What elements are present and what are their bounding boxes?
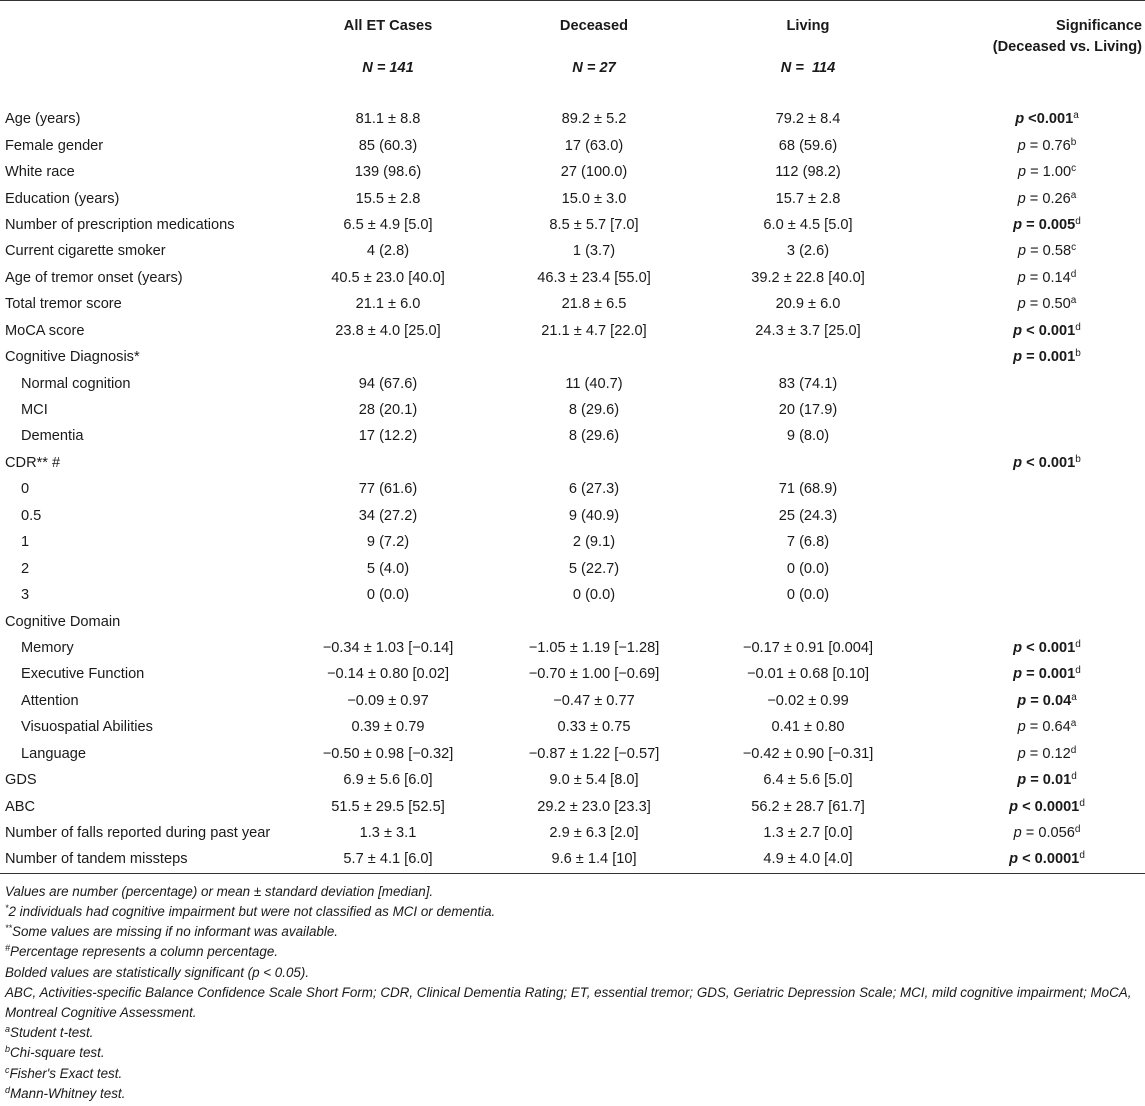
row-label: Language: [21, 745, 86, 762]
table-row: [0, 741, 1145, 767]
row-label: White race: [5, 164, 75, 181]
cell-living: 112 (98.2): [775, 164, 841, 181]
cell-living: 1.3 ± 2.7 [0.0]: [763, 825, 853, 842]
cell-significance: [919, 503, 1145, 529]
header-deceased: Deceased: [559, 18, 629, 34]
test-superscript: a: [1070, 718, 1077, 730]
n-all-label: N = 141: [362, 60, 414, 76]
footnote-marker: b: [5, 1044, 11, 1055]
footnote: [5, 963, 1145, 983]
footnote: [5, 902, 1145, 922]
footnote: [5, 922, 1145, 942]
test-superscript: d: [1070, 268, 1077, 280]
p-value: p = 0.056: [1013, 825, 1075, 842]
cell-deceased: −1.05 ± 1.19 [−1.28]: [528, 639, 660, 656]
footnote-text: Percentage represents a column percentage.: [10, 944, 278, 960]
row-label: ABC: [5, 798, 36, 815]
cell-deceased: 0.33 ± 0.75: [557, 719, 631, 736]
footnote-text: Some values are missing if no informant was available.: [12, 924, 339, 940]
footnote-text: 2 individuals had cognitive impairment but were not classified as MCI or dementia.: [8, 903, 496, 919]
cell-all-et-cases: 51.5 ± 29.5 [52.5]: [331, 798, 445, 815]
p-value: p = 0.26: [1017, 190, 1071, 207]
cell-deceased: 27 (100.0): [560, 164, 628, 181]
cell-deceased: 11 (40.7): [565, 375, 623, 392]
cell-all-et-cases: 139 (98.6): [354, 164, 422, 181]
header-significance-line1: Significance: [1056, 18, 1142, 34]
table-row: [0, 397, 1145, 423]
cell-all-et-cases: 85 (60.3): [358, 137, 418, 154]
cell-all-et-cases: 6.9 ± 5.6 [6.0]: [343, 772, 433, 789]
cell-significance: [919, 318, 1145, 344]
cell-all-et-cases: 94 (67.6): [358, 375, 418, 392]
cell-significance: [919, 185, 1145, 211]
header-n-empty: [0, 58, 285, 102]
p-value: p < 0.001: [1013, 322, 1076, 339]
header-n-all: [285, 58, 491, 102]
row-label: Current cigarette smoker: [5, 243, 166, 260]
cell-significance: [919, 423, 1145, 449]
row-label: Number of prescription medications: [5, 216, 235, 233]
header-n-living: [697, 58, 919, 102]
test-superscript: a: [1071, 691, 1077, 703]
footnote-marker: #: [5, 943, 11, 954]
footnote-text: Student t-test.: [10, 1025, 94, 1041]
table-row: [0, 476, 1145, 502]
cell-living: [697, 344, 919, 370]
footnote: [5, 882, 1145, 902]
row-label: 3: [21, 587, 30, 604]
cell-significance: [919, 529, 1145, 555]
footnote: [5, 1023, 1145, 1043]
table-row: [0, 555, 1145, 581]
row-label: Cognitive Domain: [5, 613, 121, 630]
table-header: [0, 1, 1145, 102]
cell-all-et-cases: 17 (12.2): [358, 428, 418, 445]
cell-significance: [919, 265, 1145, 291]
cell-deceased: 8 (29.6): [568, 428, 620, 445]
cell-living: 24.3 ± 3.7 [25.0]: [755, 322, 861, 339]
n-deceased-label: N = 27: [572, 60, 616, 76]
cell-living: 20.9 ± 6.0: [775, 296, 841, 313]
cell-deceased: 2.9 ± 6.3 [2.0]: [549, 825, 639, 842]
p-value: p = 0.001: [1013, 349, 1076, 366]
bottom-rule: [0, 873, 1145, 874]
cell-living: [697, 608, 919, 634]
p-value: p = 0.005: [1013, 216, 1076, 233]
cell-all-et-cases: [285, 344, 491, 370]
row-label: 0.5: [21, 507, 42, 524]
table-row: [0, 159, 1145, 185]
table-row: [0, 212, 1145, 238]
cell-significance: [919, 793, 1145, 819]
row-label: MCI: [21, 402, 48, 419]
cell-all-et-cases: 15.5 ± 2.8: [355, 190, 421, 207]
cell-significance: [919, 132, 1145, 158]
footnote: [5, 983, 1145, 1023]
header-significance-line2: (Deceased vs. Living): [992, 39, 1142, 55]
footnote: [5, 1043, 1145, 1063]
p-value: p = 0.14: [1017, 269, 1071, 286]
cell-deceased: [491, 608, 697, 634]
header-empty: [0, 1, 285, 58]
cell-deceased: 9.6 ± 1.4 [10]: [551, 851, 637, 868]
cell-living: −0.42 ± 0.90 [−0.31]: [742, 745, 874, 762]
test-superscript: c: [1071, 242, 1077, 254]
table-row: [0, 291, 1145, 317]
cell-deceased: 29.2 ± 23.0 [23.3]: [537, 798, 651, 815]
cell-significance: [919, 291, 1145, 317]
header-living: Living: [786, 18, 830, 34]
table-row: [0, 688, 1145, 714]
cell-deceased: 17 (63.0): [564, 137, 624, 154]
table-row: [0, 185, 1145, 211]
cell-significance: [919, 212, 1145, 238]
cell-deceased: 6 (27.3): [568, 481, 620, 498]
cell-deceased: 1 (3.7): [572, 243, 616, 260]
row-label: Number of falls reported during past year: [5, 825, 271, 842]
row-label: CDR** #: [5, 454, 61, 471]
cell-living: −0.17 ± 0.91 [0.004]: [742, 639, 874, 656]
table-row: [0, 102, 1145, 132]
cell-deceased: 8 (29.6): [568, 402, 620, 419]
cell-deceased: 2 (9.1): [572, 534, 616, 551]
cell-living: 7 (6.8): [786, 534, 830, 551]
test-superscript: d: [1075, 321, 1081, 333]
cell-deceased: 21.8 ± 6.5: [561, 296, 627, 313]
table-row: [0, 238, 1145, 264]
cell-living: 79.2 ± 8.4: [775, 111, 841, 128]
cell-living: 6.4 ± 5.6 [5.0]: [763, 772, 853, 789]
header-all-et-cases: All ET Cases: [343, 18, 433, 34]
cell-significance: [919, 820, 1145, 846]
p-value: p = 0.64: [1017, 719, 1071, 736]
row-label: Cognitive Diagnosis*: [5, 349, 140, 366]
test-superscript: d: [1075, 215, 1081, 227]
cell-living: 0.41 ± 0.80: [771, 719, 845, 736]
cell-living: 68 (59.6): [778, 137, 838, 154]
row-label: Education (years): [5, 190, 120, 207]
footnote-text: Values are number (percentage) or mean ± standard deviation [median].: [5, 883, 434, 899]
p-value: p = 0.04: [1017, 692, 1072, 709]
p-value: p = 1.00: [1017, 164, 1072, 181]
cell-living: 25 (24.3): [778, 507, 838, 524]
footnote-marker: **: [5, 923, 13, 934]
test-superscript: d: [1075, 638, 1081, 650]
row-label: Dementia: [21, 428, 84, 445]
cell-significance: [919, 238, 1145, 264]
p-value: p < 0.001: [1013, 639, 1076, 656]
cell-living: 0 (0.0): [786, 587, 830, 604]
cell-significance: [919, 397, 1145, 423]
cell-deceased: 9.0 ± 5.4 [8.0]: [549, 772, 639, 789]
cell-all-et-cases: 5.7 ± 4.1 [6.0]: [343, 851, 433, 868]
cell-all-et-cases: [285, 450, 491, 476]
cell-significance: [919, 159, 1145, 185]
p-value: p = 0.58: [1017, 243, 1072, 260]
test-superscript: d: [1071, 771, 1077, 783]
test-superscript: b: [1070, 136, 1077, 148]
footnote: [5, 1084, 1145, 1104]
table-row: [0, 503, 1145, 529]
test-superscript: a: [1073, 110, 1079, 122]
table-row: [0, 344, 1145, 370]
cell-deceased: −0.70 ± 1.00 [−0.69]: [528, 666, 660, 683]
row-label: Attention: [21, 692, 79, 709]
p-value: p < 0.001: [1013, 454, 1076, 471]
test-superscript: d: [1079, 850, 1085, 862]
cell-living: 56.2 ± 28.7 [61.7]: [751, 798, 865, 815]
cell-living: −0.02 ± 0.99: [767, 692, 849, 709]
table-row: [0, 608, 1145, 634]
cell-significance: [919, 741, 1145, 767]
table-row: [0, 132, 1145, 158]
footnote-text: ABC, Activities-specific Balance Confidence Scale Short Form; CDR, Clinical Dementia Rating; ET, essential tremor; GDS, Geriatric Depression Scale; MCI, mild cognitive impairment; MoCA, Montreal Cognitive Assessment.: [5, 984, 1132, 1020]
row-label: Number of tandem missteps: [5, 851, 188, 868]
cell-significance: [919, 688, 1145, 714]
cell-all-et-cases: 9 (7.2): [366, 534, 410, 551]
row-label: Female gender: [5, 137, 104, 154]
cell-all-et-cases: 23.8 ± 4.0 [25.0]: [335, 322, 441, 339]
header-n-sig-empty: [919, 58, 1145, 102]
cell-deceased: −0.87 ± 1.22 [−0.57]: [528, 745, 660, 762]
test-superscript: b: [1075, 453, 1081, 465]
cell-deceased: 46.3 ± 23.4 [55.0]: [537, 269, 651, 286]
table-row: [0, 714, 1145, 740]
table-row: [0, 318, 1145, 344]
cell-all-et-cases: 4 (2.8): [366, 243, 410, 260]
footnote-marker: *: [5, 902, 9, 913]
footnote: [5, 942, 1145, 962]
row-label: Total tremor score: [5, 296, 122, 313]
table-row: [0, 793, 1145, 819]
row-label: Memory: [21, 639, 74, 656]
row-label: GDS: [5, 772, 37, 789]
cell-all-et-cases: 34 (27.2): [358, 507, 418, 524]
cell-living: 3 (2.6): [786, 243, 830, 260]
table-row: [0, 582, 1145, 608]
test-superscript: d: [1070, 744, 1077, 756]
footnote: [5, 1064, 1145, 1084]
footnote-text: Mann-Whitney test.: [10, 1085, 126, 1101]
header-n-deceased: [491, 58, 697, 102]
cell-living: 6.0 ± 4.5 [5.0]: [763, 216, 853, 233]
cell-significance: [919, 555, 1145, 581]
row-label: 1: [21, 534, 30, 551]
cell-deceased: 9 (40.9): [568, 507, 620, 524]
row-label: Normal cognition: [21, 375, 131, 392]
test-superscript: a: [1070, 189, 1077, 201]
cell-all-et-cases: 81.1 ± 8.8: [355, 111, 421, 128]
footnote-marker: a: [5, 1024, 11, 1035]
cell-deceased: 8.5 ± 5.7 [7.0]: [549, 216, 639, 233]
cell-all-et-cases: 40.5 ± 23.0 [40.0]: [331, 269, 445, 286]
table-row: [0, 423, 1145, 449]
cell-significance: [919, 714, 1145, 740]
cell-living: 20 (17.9): [778, 402, 838, 419]
cell-all-et-cases: 1.3 ± 3.1: [359, 825, 417, 842]
footnote-text: Fisher's Exact test.: [9, 1065, 123, 1081]
table-row: [0, 370, 1145, 396]
cell-all-et-cases: [285, 608, 491, 634]
table-footnotes: [0, 882, 1145, 1104]
footnote-marker: c: [5, 1064, 10, 1075]
footnote-text: Chi-square test.: [10, 1045, 105, 1061]
cell-living: 4.9 ± 4.0 [4.0]: [763, 851, 853, 868]
table-row: [0, 635, 1145, 661]
cell-all-et-cases: 6.5 ± 4.9 [5.0]: [343, 216, 433, 233]
cell-significance: [919, 767, 1145, 793]
cell-living: 39.2 ± 22.8 [40.0]: [751, 269, 865, 286]
cell-all-et-cases: 28 (20.1): [358, 402, 418, 419]
cell-deceased: 15.0 ± 3.0: [561, 190, 627, 207]
header-significance: [919, 1, 1145, 58]
table-row: [0, 450, 1145, 476]
cell-deceased: 0 (0.0): [572, 587, 616, 604]
test-superscript: d: [1074, 824, 1081, 836]
p-value: p = 0.50: [1017, 296, 1071, 313]
cell-all-et-cases: 0.39 ± 0.79: [351, 719, 425, 736]
cell-living: 15.7 ± 2.8: [775, 190, 841, 207]
cell-all-et-cases: −0.14 ± 0.80 [0.02]: [326, 666, 450, 683]
row-label: 0: [21, 481, 30, 498]
cell-all-et-cases: −0.34 ± 1.03 [−0.14]: [322, 639, 454, 656]
p-value: p = 0.12: [1017, 745, 1071, 762]
p-value: p = 0.01: [1017, 772, 1072, 789]
row-label: MoCA score: [5, 322, 85, 339]
cell-deceased: 5 (22.7): [568, 560, 620, 577]
p-value: p = 0.76: [1017, 137, 1071, 154]
cell-living: 71 (68.9): [778, 481, 838, 498]
cell-living: 83 (74.1): [778, 375, 838, 392]
cell-significance: [919, 102, 1145, 132]
cell-significance: [919, 608, 1145, 634]
row-label: Visuospatial Abilities: [21, 719, 153, 736]
cell-all-et-cases: −0.50 ± 0.98 [−0.32]: [322, 745, 454, 762]
p-value: p < 0.0001: [1009, 851, 1080, 868]
table-row: [0, 820, 1145, 846]
test-superscript: d: [1079, 797, 1085, 809]
test-superscript: b: [1075, 348, 1081, 360]
cell-deceased: 89.2 ± 5.2: [561, 111, 627, 128]
p-value: p < 0.0001: [1009, 798, 1080, 815]
cell-significance: [919, 370, 1145, 396]
cell-all-et-cases: 0 (0.0): [366, 587, 410, 604]
cell-significance: [919, 635, 1145, 661]
cell-all-et-cases: 5 (4.0): [366, 560, 410, 577]
cell-significance: [919, 344, 1145, 370]
footnote-text: Bolded values are statistically significant (p < 0.05).: [5, 964, 310, 980]
table-row: [0, 767, 1145, 793]
table-row: [0, 529, 1145, 555]
table-row: [0, 265, 1145, 291]
test-superscript: c: [1071, 163, 1077, 175]
cell-deceased: [491, 450, 697, 476]
row-label: Age (years): [5, 111, 81, 128]
cell-significance: [919, 582, 1145, 608]
cell-all-et-cases: 21.1 ± 6.0: [355, 296, 421, 313]
cell-all-et-cases: −0.09 ± 0.97: [347, 692, 429, 709]
cell-living: −0.01 ± 0.68 [0.10]: [746, 666, 870, 683]
cell-significance: [919, 661, 1145, 687]
cell-deceased: 21.1 ± 4.7 [22.0]: [541, 322, 647, 339]
cell-living: [697, 450, 919, 476]
row-label: Age of tremor onset (years): [5, 269, 183, 286]
cell-significance: [919, 846, 1145, 872]
test-superscript: a: [1070, 295, 1077, 307]
cell-living: 9 (8.0): [786, 428, 830, 445]
footnote-marker: d: [5, 1084, 11, 1095]
p-value: p = 0.001: [1013, 666, 1076, 683]
p-value: p <0.001: [1015, 111, 1074, 128]
cell-deceased: −0.47 ± 0.77: [553, 692, 635, 709]
row-label: Executive Function: [21, 666, 145, 683]
cell-deceased: [491, 344, 697, 370]
data-table: [0, 1, 1145, 873]
n-living-label: N = 114: [780, 60, 836, 76]
cell-significance: [919, 450, 1145, 476]
table-row: [0, 846, 1145, 872]
cell-all-et-cases: 77 (61.6): [358, 481, 418, 498]
row-label: 2: [21, 560, 30, 577]
cell-significance: [919, 476, 1145, 502]
table-row: [0, 661, 1145, 687]
table-body: [0, 102, 1145, 873]
test-superscript: d: [1075, 665, 1081, 677]
cell-living: 0 (0.0): [786, 560, 830, 577]
